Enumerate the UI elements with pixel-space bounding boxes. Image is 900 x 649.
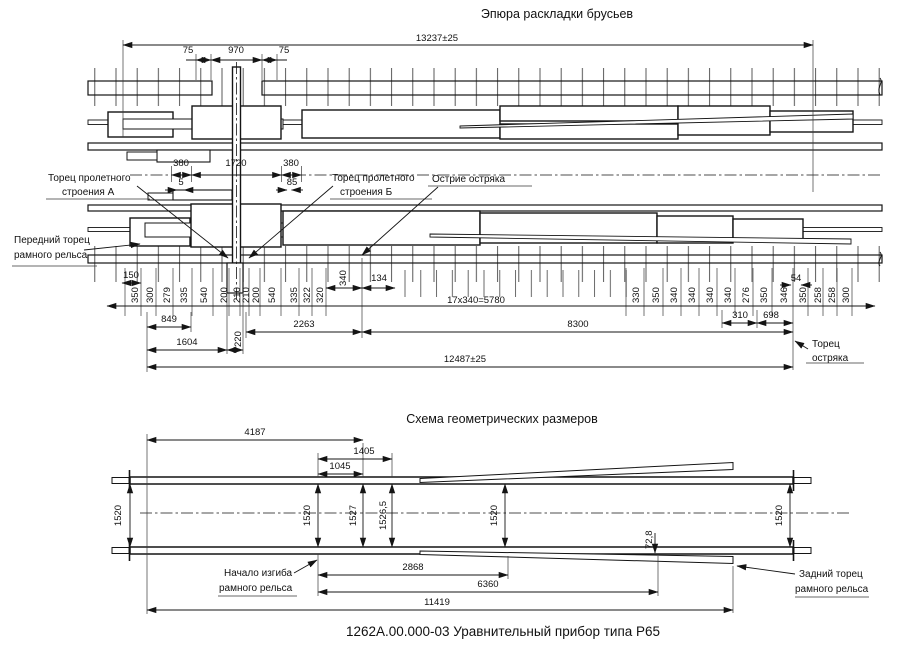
drawing-caption: 1262А.00.000-03 Уравнительный прибор типа Р65 [345, 624, 661, 639]
chain-value: 540 [199, 287, 210, 303]
chain-value: 350 [759, 287, 770, 303]
dim-11419: 11419 [424, 597, 450, 608]
label-bend-line1: Начало изгиба [224, 568, 293, 579]
dim-75-left: 75 [182, 45, 194, 56]
gauge-1526-5: 1526,5 [378, 500, 389, 531]
chain-value: 200 [219, 287, 230, 303]
dim-1720: 1720 [225, 158, 247, 169]
chain-value: 335 [179, 287, 190, 303]
dim-75-right: 75 [278, 45, 290, 56]
chain-value: 320 [315, 287, 326, 303]
chain-value: 200 [251, 287, 262, 303]
label-blade-end-line2: остряка [812, 353, 849, 364]
dim-54: 54 [790, 273, 802, 284]
chain-value: 340 [687, 287, 698, 303]
chain-value: 210 [241, 287, 252, 303]
dim-8300: 8300 [567, 319, 589, 330]
chain-value: 258 [813, 287, 824, 303]
dim-310: 310 [732, 310, 748, 321]
gauge-1527: 1527 [348, 504, 359, 527]
label-bend-line2: рамного рельса [219, 583, 293, 594]
top-diagram [12, 7, 882, 372]
dim-698: 698 [763, 310, 779, 321]
dim-150: 150 [123, 270, 139, 281]
gauge-1520-left: 1520 [113, 504, 124, 527]
dim-380-right: 380 [283, 158, 299, 169]
dim-5: 5 [178, 177, 184, 188]
gauge-1520-mid1: 1520 [302, 504, 313, 527]
label-span-b-line1: Торец пролетного [332, 173, 415, 184]
dim-4187: 4187 [244, 427, 266, 438]
diverging-rail-upper [420, 463, 733, 483]
chain-value: 350 [798, 287, 809, 303]
dim-1405: 1405 [353, 446, 375, 457]
label-blade-point: Острие остряка [432, 174, 506, 185]
label-span-a-line1: Торец пролетного [48, 173, 131, 184]
dim-1604: 1604 [176, 337, 198, 348]
label-span-b-line2: строения Б [340, 187, 393, 198]
chain-value: 330 [631, 287, 642, 303]
label-front-end-line1: Передний торец [14, 235, 90, 246]
chain-value: 210 [232, 287, 243, 303]
chain-value: 322 [302, 287, 313, 303]
dim-1045: 1045 [329, 461, 351, 472]
beams-upper-row [108, 106, 853, 162]
chain-value: 340 [669, 287, 680, 303]
dim-2868: 2868 [402, 562, 424, 573]
chain-value: 279 [162, 287, 173, 303]
label-rear-line2: рамного рельса [795, 584, 869, 595]
chain-value: 540 [267, 287, 278, 303]
chain-right-values [631, 287, 852, 303]
bottom-title: Схема геометрических размеров [406, 412, 598, 426]
dim-overall-bottom-chain: 12487±25 [443, 354, 487, 365]
dim-220-rot: 220 [233, 331, 244, 347]
chain-value: 346 [779, 287, 790, 303]
dim-380-left: 380 [173, 158, 189, 169]
chain-value: 258 [827, 287, 838, 303]
chain-value: 300 [145, 287, 156, 303]
dim-2263: 2263 [293, 319, 315, 330]
label-rear-line1: Задний торец [799, 569, 863, 580]
dim-849: 849 [161, 314, 177, 325]
chain-value: 340 [705, 287, 716, 303]
chain-value: 350 [651, 287, 662, 303]
label-span-a-line2: строения А [62, 187, 115, 198]
chain-value: 340 [723, 287, 734, 303]
dim-970: 970 [228, 45, 244, 56]
dim-series-17x340: 17x340=5780 [447, 295, 505, 306]
offset-72-8: 72,8 [644, 530, 655, 549]
label-blade-end-line1: Торец [812, 339, 840, 350]
chain-left-values [130, 287, 326, 303]
chain-value: 300 [841, 287, 852, 303]
gauge-1520-mid2: 1520 [489, 504, 500, 527]
chain-value: 350 [130, 287, 141, 303]
chain-value: 335 [289, 287, 300, 303]
chain-value: 276 [741, 287, 752, 303]
dim-134: 134 [371, 273, 387, 284]
dim-6360: 6360 [477, 579, 499, 590]
bottom-diagram [112, 412, 869, 614]
dim-85: 85 [286, 177, 298, 188]
dim-340-rot: 340 [338, 270, 349, 286]
dim-overall-top: 13237±25 [415, 33, 459, 44]
scheme-rails [112, 463, 852, 564]
gauge-1520-right: 1520 [774, 504, 785, 527]
top-title: Эпюра раскладки брусьев [480, 7, 634, 21]
label-front-end-line2: рамного рельса [14, 250, 88, 261]
diverging-rail-lower [420, 551, 733, 564]
